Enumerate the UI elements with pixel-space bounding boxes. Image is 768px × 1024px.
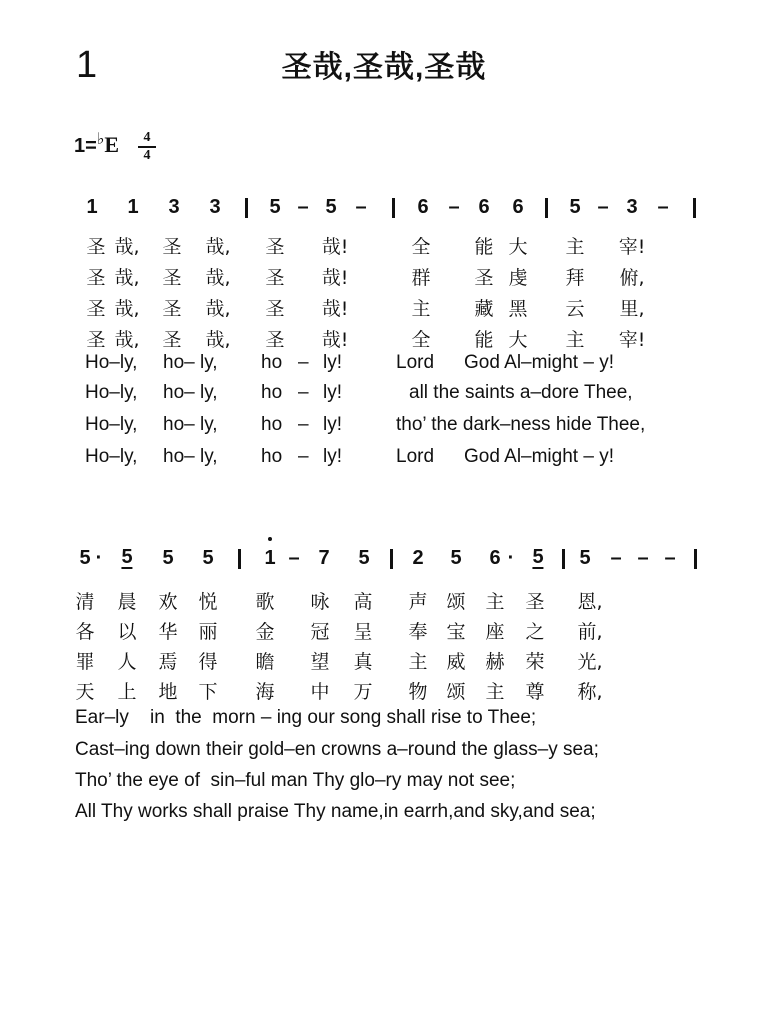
barline <box>238 549 241 569</box>
time-bottom: 4 <box>143 147 151 163</box>
cn-lyric: 天 <box>75 681 95 703</box>
cn-lyric: 黑 <box>508 298 528 320</box>
en-lyric: Lord <box>396 352 435 373</box>
cn-lyric: 圣 <box>265 329 285 351</box>
cn-lyric: 下 <box>198 681 218 703</box>
cn-lyric: 清 <box>75 591 95 613</box>
cn-lyric: 能 <box>474 329 494 351</box>
cn-lyric: 各 <box>75 621 95 643</box>
cn-lyric: 哉, <box>205 267 231 289</box>
cn-lyric: 圣 <box>265 267 285 289</box>
cn-lyric: 焉 <box>158 651 178 673</box>
note-dash: – <box>448 196 460 218</box>
note-dash: – <box>664 547 676 569</box>
barline <box>392 198 395 218</box>
cn-lyric: 颂 <box>446 681 466 703</box>
cn-lyric: 藏 <box>474 298 494 320</box>
en-lyric: ho <box>261 446 283 467</box>
cn-lyric: 圣 <box>86 267 106 289</box>
note: 5 <box>79 547 91 569</box>
barline <box>693 198 696 218</box>
cn-lyric: 哉, <box>114 298 140 320</box>
note-dash: – <box>657 196 669 218</box>
cn-lyric: 全 <box>411 236 431 258</box>
en-lyric: Ho–ly, <box>85 446 138 467</box>
cn-lyric: 圣 <box>265 298 285 320</box>
cn-lyric: 圣 <box>162 329 182 351</box>
note: 6 <box>417 196 429 218</box>
barline <box>562 549 565 569</box>
en-lyric-line: Tho’ the eye of sin–ful man Thy glo–ry may not see; <box>75 770 516 791</box>
en-lyric-line: Ear–ly in the morn – ing our song shall rise to Thee; <box>75 707 537 728</box>
cn-lyric: 奉 <box>408 621 428 643</box>
cn-lyric: 威 <box>446 651 466 673</box>
cn-lyric: 哉, <box>114 329 140 351</box>
cn-lyric: 歌 <box>255 591 275 613</box>
cn-lyric: 宰! <box>618 329 646 351</box>
cn-lyric: 金 <box>255 621 275 643</box>
cn-lyric: 哉, <box>114 236 140 258</box>
cn-lyric: 高 <box>353 591 373 613</box>
cn-lyric: 欢 <box>158 591 178 613</box>
en-lyric: ly! <box>323 446 342 467</box>
cn-lyric: 云 <box>565 298 585 320</box>
cn-lyric: 哉, <box>205 236 231 258</box>
en-lyric: ho <box>261 382 283 403</box>
note: 5 <box>569 196 581 218</box>
barline <box>694 549 697 569</box>
cn-lyric: 大 <box>508 329 528 351</box>
cn-lyric: 恩, <box>577 591 603 613</box>
note: 3 <box>168 196 180 218</box>
en-lyric-line: All Thy works shall praise Thy name,in earrh,and sky,and sea; <box>75 801 596 822</box>
cn-lyric: 丽 <box>198 621 218 643</box>
barline <box>545 198 548 218</box>
en-lyric: ho <box>261 414 283 435</box>
cn-lyric: 座 <box>485 621 505 643</box>
cn-lyric: 圣 <box>162 298 182 320</box>
en-lyric: ho– ly, <box>163 352 218 373</box>
cn-lyric: 主 <box>485 681 505 703</box>
cn-lyric: 主 <box>408 651 428 673</box>
note-underlined: 5 <box>532 546 544 568</box>
cn-lyric: 圣 <box>265 236 285 258</box>
barline <box>245 198 248 218</box>
cn-lyric: 尊 <box>525 681 545 703</box>
en-lyric: Ho–ly, <box>85 352 138 373</box>
cn-lyric: 前, <box>577 621 603 643</box>
en-lyric: ho– ly, <box>163 446 218 467</box>
note: 5 <box>162 547 174 569</box>
note: 1 <box>86 196 98 218</box>
en-lyric-line: Cast–ing down their gold–en crowns a–round the glass–y sea; <box>75 739 599 760</box>
note-dash: – <box>288 547 300 569</box>
flat-sign: ♭ <box>96 131 105 148</box>
cn-lyric: 大 <box>508 236 528 258</box>
en-lyric: God Al–might – y! <box>464 446 614 467</box>
dot-augment: · <box>507 547 515 569</box>
cn-lyric: 圣 <box>86 298 106 320</box>
cn-lyric: 宝 <box>446 621 466 643</box>
dot-augment: · <box>95 547 103 569</box>
cn-lyric: 哉, <box>205 329 231 351</box>
cn-lyric: 上 <box>117 681 137 703</box>
note-dash: – <box>637 547 649 569</box>
en-lyric: – <box>298 414 309 435</box>
cn-lyric: 哉! <box>321 236 349 258</box>
cn-lyric: 咏 <box>310 591 330 613</box>
note-dash: – <box>610 547 622 569</box>
en-lyric: Lord <box>396 446 435 467</box>
cn-lyric: 地 <box>158 681 178 703</box>
note: 5 <box>269 196 281 218</box>
en-lyric: ly! <box>323 352 342 373</box>
cn-lyric: 哉! <box>321 267 349 289</box>
note-underlined: 5 <box>121 546 133 568</box>
cn-lyric: 悦 <box>198 591 218 613</box>
cn-lyric: 以 <box>117 621 137 643</box>
note: 5 <box>325 196 337 218</box>
cn-lyric: 俯, <box>619 267 645 289</box>
note: 3 <box>209 196 221 218</box>
en-lyric: ho <box>261 352 283 373</box>
cn-lyric: 圣 <box>162 267 182 289</box>
cn-lyric: 海 <box>255 681 275 703</box>
cn-lyric: 哉, <box>205 298 231 320</box>
cn-lyric: 罪 <box>75 651 95 673</box>
en-lyric: Ho–ly, <box>85 414 138 435</box>
cn-lyric: 主 <box>485 591 505 613</box>
en-lyric: – <box>298 352 309 373</box>
cn-lyric: 主 <box>565 236 585 258</box>
cn-lyric: 哉, <box>114 267 140 289</box>
note: 6 <box>489 547 501 569</box>
cn-lyric: 华 <box>158 621 178 643</box>
cn-lyric: 真 <box>353 651 373 673</box>
cn-lyric: 主 <box>411 298 431 320</box>
cn-lyric: 瞻 <box>255 651 275 673</box>
en-lyric: Ho–ly, <box>85 382 138 403</box>
key-prefix: 1= <box>74 135 97 157</box>
cn-lyric: 哉! <box>321 329 349 351</box>
barline <box>390 549 393 569</box>
cn-lyric: 颂 <box>446 591 466 613</box>
en-lyric: – <box>298 382 309 403</box>
cn-lyric: 赫 <box>485 651 505 673</box>
note-dash: – <box>597 196 609 218</box>
note: 5 <box>358 547 370 569</box>
en-lyric: – <box>298 446 309 467</box>
key-letter: E <box>104 132 120 157</box>
cn-lyric: 物 <box>408 681 428 703</box>
note-high: 1 <box>264 547 276 569</box>
cn-lyric: 全 <box>411 329 431 351</box>
cn-lyric: 得 <box>198 651 218 673</box>
cn-lyric: 群 <box>411 267 431 289</box>
cn-lyric: 能 <box>474 236 494 258</box>
cn-lyric: 哉! <box>321 298 349 320</box>
note: 5 <box>202 547 214 569</box>
cn-lyric: 拜 <box>565 267 585 289</box>
cn-lyric: 虔 <box>508 267 528 289</box>
cn-lyric: 荣 <box>525 651 545 673</box>
note: 6 <box>512 196 524 218</box>
note: 1 <box>127 196 139 218</box>
high-octave-dot <box>268 537 272 541</box>
note: 3 <box>626 196 638 218</box>
cn-lyric: 晨 <box>117 591 137 613</box>
cn-lyric: 声 <box>408 591 428 613</box>
time-top: 4 <box>143 130 151 145</box>
note: 6 <box>478 196 490 218</box>
cn-lyric: 万 <box>353 681 373 703</box>
cn-lyric: 冠 <box>310 621 330 643</box>
cn-lyric: 中 <box>310 681 330 703</box>
note: 7 <box>318 547 330 569</box>
note-dash: – <box>297 196 309 218</box>
cn-lyric: 宰! <box>618 236 646 258</box>
cn-lyric: 之 <box>525 621 545 643</box>
en-lyric: ly! <box>323 382 342 403</box>
note: 2 <box>412 547 424 569</box>
cn-lyric: 人 <box>117 651 137 673</box>
en-lyric: ho– ly, <box>163 414 218 435</box>
en-lyric: tho’ the dark–ness hide Thee, <box>396 414 646 435</box>
cn-lyric: 光, <box>577 651 603 673</box>
cn-lyric: 里, <box>619 298 645 320</box>
cn-lyric: 圣 <box>474 267 494 289</box>
cn-lyric: 圣 <box>86 236 106 258</box>
cn-lyric: 呈 <box>353 621 373 643</box>
hymn-number: 1 <box>76 44 98 86</box>
note: 5 <box>579 547 591 569</box>
note: 5 <box>450 547 462 569</box>
en-lyric: God Al–might – y! <box>464 352 614 373</box>
cn-lyric: 圣 <box>162 236 182 258</box>
cn-lyric: 称, <box>577 681 603 703</box>
cn-lyric: 圣 <box>86 329 106 351</box>
cn-lyric: 望 <box>310 651 330 673</box>
cn-lyric: 主 <box>565 329 585 351</box>
en-lyric: ho– ly, <box>163 382 218 403</box>
cn-lyric: 圣 <box>525 591 545 613</box>
en-lyric: all the saints a–dore Thee, <box>409 382 633 403</box>
en-lyric: ly! <box>323 414 342 435</box>
note-dash: – <box>355 196 367 218</box>
hymn-title: 圣哉,圣哉,圣哉 <box>281 51 487 84</box>
